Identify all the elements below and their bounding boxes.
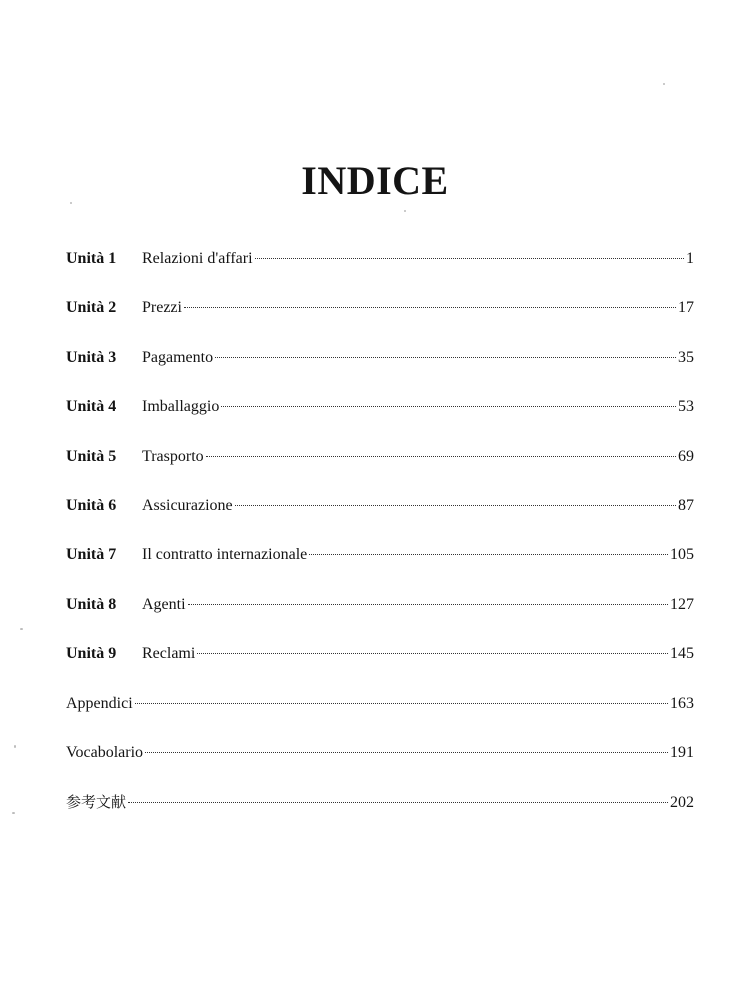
page-number: 1 <box>686 250 694 267</box>
unit-label: Unità 5 <box>66 447 117 465</box>
entry-title: Prezzi <box>142 299 182 317</box>
scan-speck <box>663 83 665 85</box>
entry-title: Assicurazione <box>142 496 233 514</box>
dot-leader <box>235 505 676 506</box>
unit-label: Unità 1 <box>66 250 117 267</box>
toc-entry-unit-4[interactable] <box>66 396 694 445</box>
toc-entry-unit-9[interactable] <box>66 643 694 692</box>
unit-label: Unità 2 <box>66 299 117 317</box>
page-number: 53 <box>678 398 694 416</box>
entry-title: Trasporto <box>142 447 204 465</box>
scan-speck <box>12 812 15 814</box>
unit-label: Unità 3 <box>66 348 117 366</box>
page-number: 191 <box>670 743 694 761</box>
page-number: 127 <box>670 595 694 613</box>
scan-speck <box>20 628 23 630</box>
unit-label: Unità 9 <box>66 645 117 663</box>
dot-leader <box>255 258 684 259</box>
entry-title: Il contratto internazionale <box>142 546 308 564</box>
page-number: 87 <box>678 496 694 514</box>
dot-leader <box>206 456 676 457</box>
page-number: 69 <box>678 447 694 465</box>
toc-entry-unit-5[interactable] <box>66 446 694 495</box>
unit-label: Unità 4 <box>66 398 117 416</box>
dot-leader <box>135 703 668 704</box>
toc-entry-unit-6[interactable] <box>66 495 694 544</box>
scan-speck <box>404 210 406 212</box>
entry-title: 参考文献 <box>66 793 127 812</box>
entry-title: Imballaggio <box>142 398 220 416</box>
toc-entry-unit-2[interactable] <box>66 297 694 346</box>
toc-entry-unit-1[interactable] <box>66 248 694 297</box>
scan-speck <box>70 202 72 204</box>
page-title: INDICE <box>301 158 449 203</box>
toc-entry-unit-7[interactable] <box>66 544 694 593</box>
dot-leader <box>197 653 668 654</box>
dot-leader <box>221 406 676 407</box>
scan-speck <box>14 745 16 748</box>
entry-title: Pagamento <box>142 348 214 366</box>
dot-leader <box>215 357 676 358</box>
entry-title: Relazioni d'affari <box>142 250 253 267</box>
dot-leader <box>309 554 668 555</box>
toc-entry-references[interactable] <box>66 791 694 840</box>
page-number: 163 <box>670 694 694 712</box>
page-number: 35 <box>678 348 694 366</box>
entry-title: Appendici <box>66 694 133 712</box>
entry-title: Agenti <box>142 595 186 613</box>
unit-label: Unità 8 <box>66 595 117 613</box>
table-of-contents <box>66 248 694 841</box>
toc-entry-vocabolario[interactable] <box>66 742 694 791</box>
page-number: 145 <box>670 645 694 663</box>
toc-entry-unit-3[interactable] <box>66 347 694 396</box>
entry-title: Vocabolario <box>66 743 144 761</box>
dot-leader <box>188 604 668 605</box>
entry-title: Reclami <box>142 645 196 663</box>
page-number: 105 <box>670 546 694 564</box>
toc-entry-unit-8[interactable] <box>66 594 694 643</box>
page-number: 17 <box>678 299 694 317</box>
dot-leader <box>184 307 676 308</box>
dot-leader <box>145 752 668 753</box>
page-number: 202 <box>670 794 694 812</box>
unit-label: Unità 6 <box>66 496 117 514</box>
dot-leader <box>128 802 668 803</box>
unit-label: Unità 7 <box>66 546 117 564</box>
toc-entry-appendici[interactable] <box>66 693 694 742</box>
